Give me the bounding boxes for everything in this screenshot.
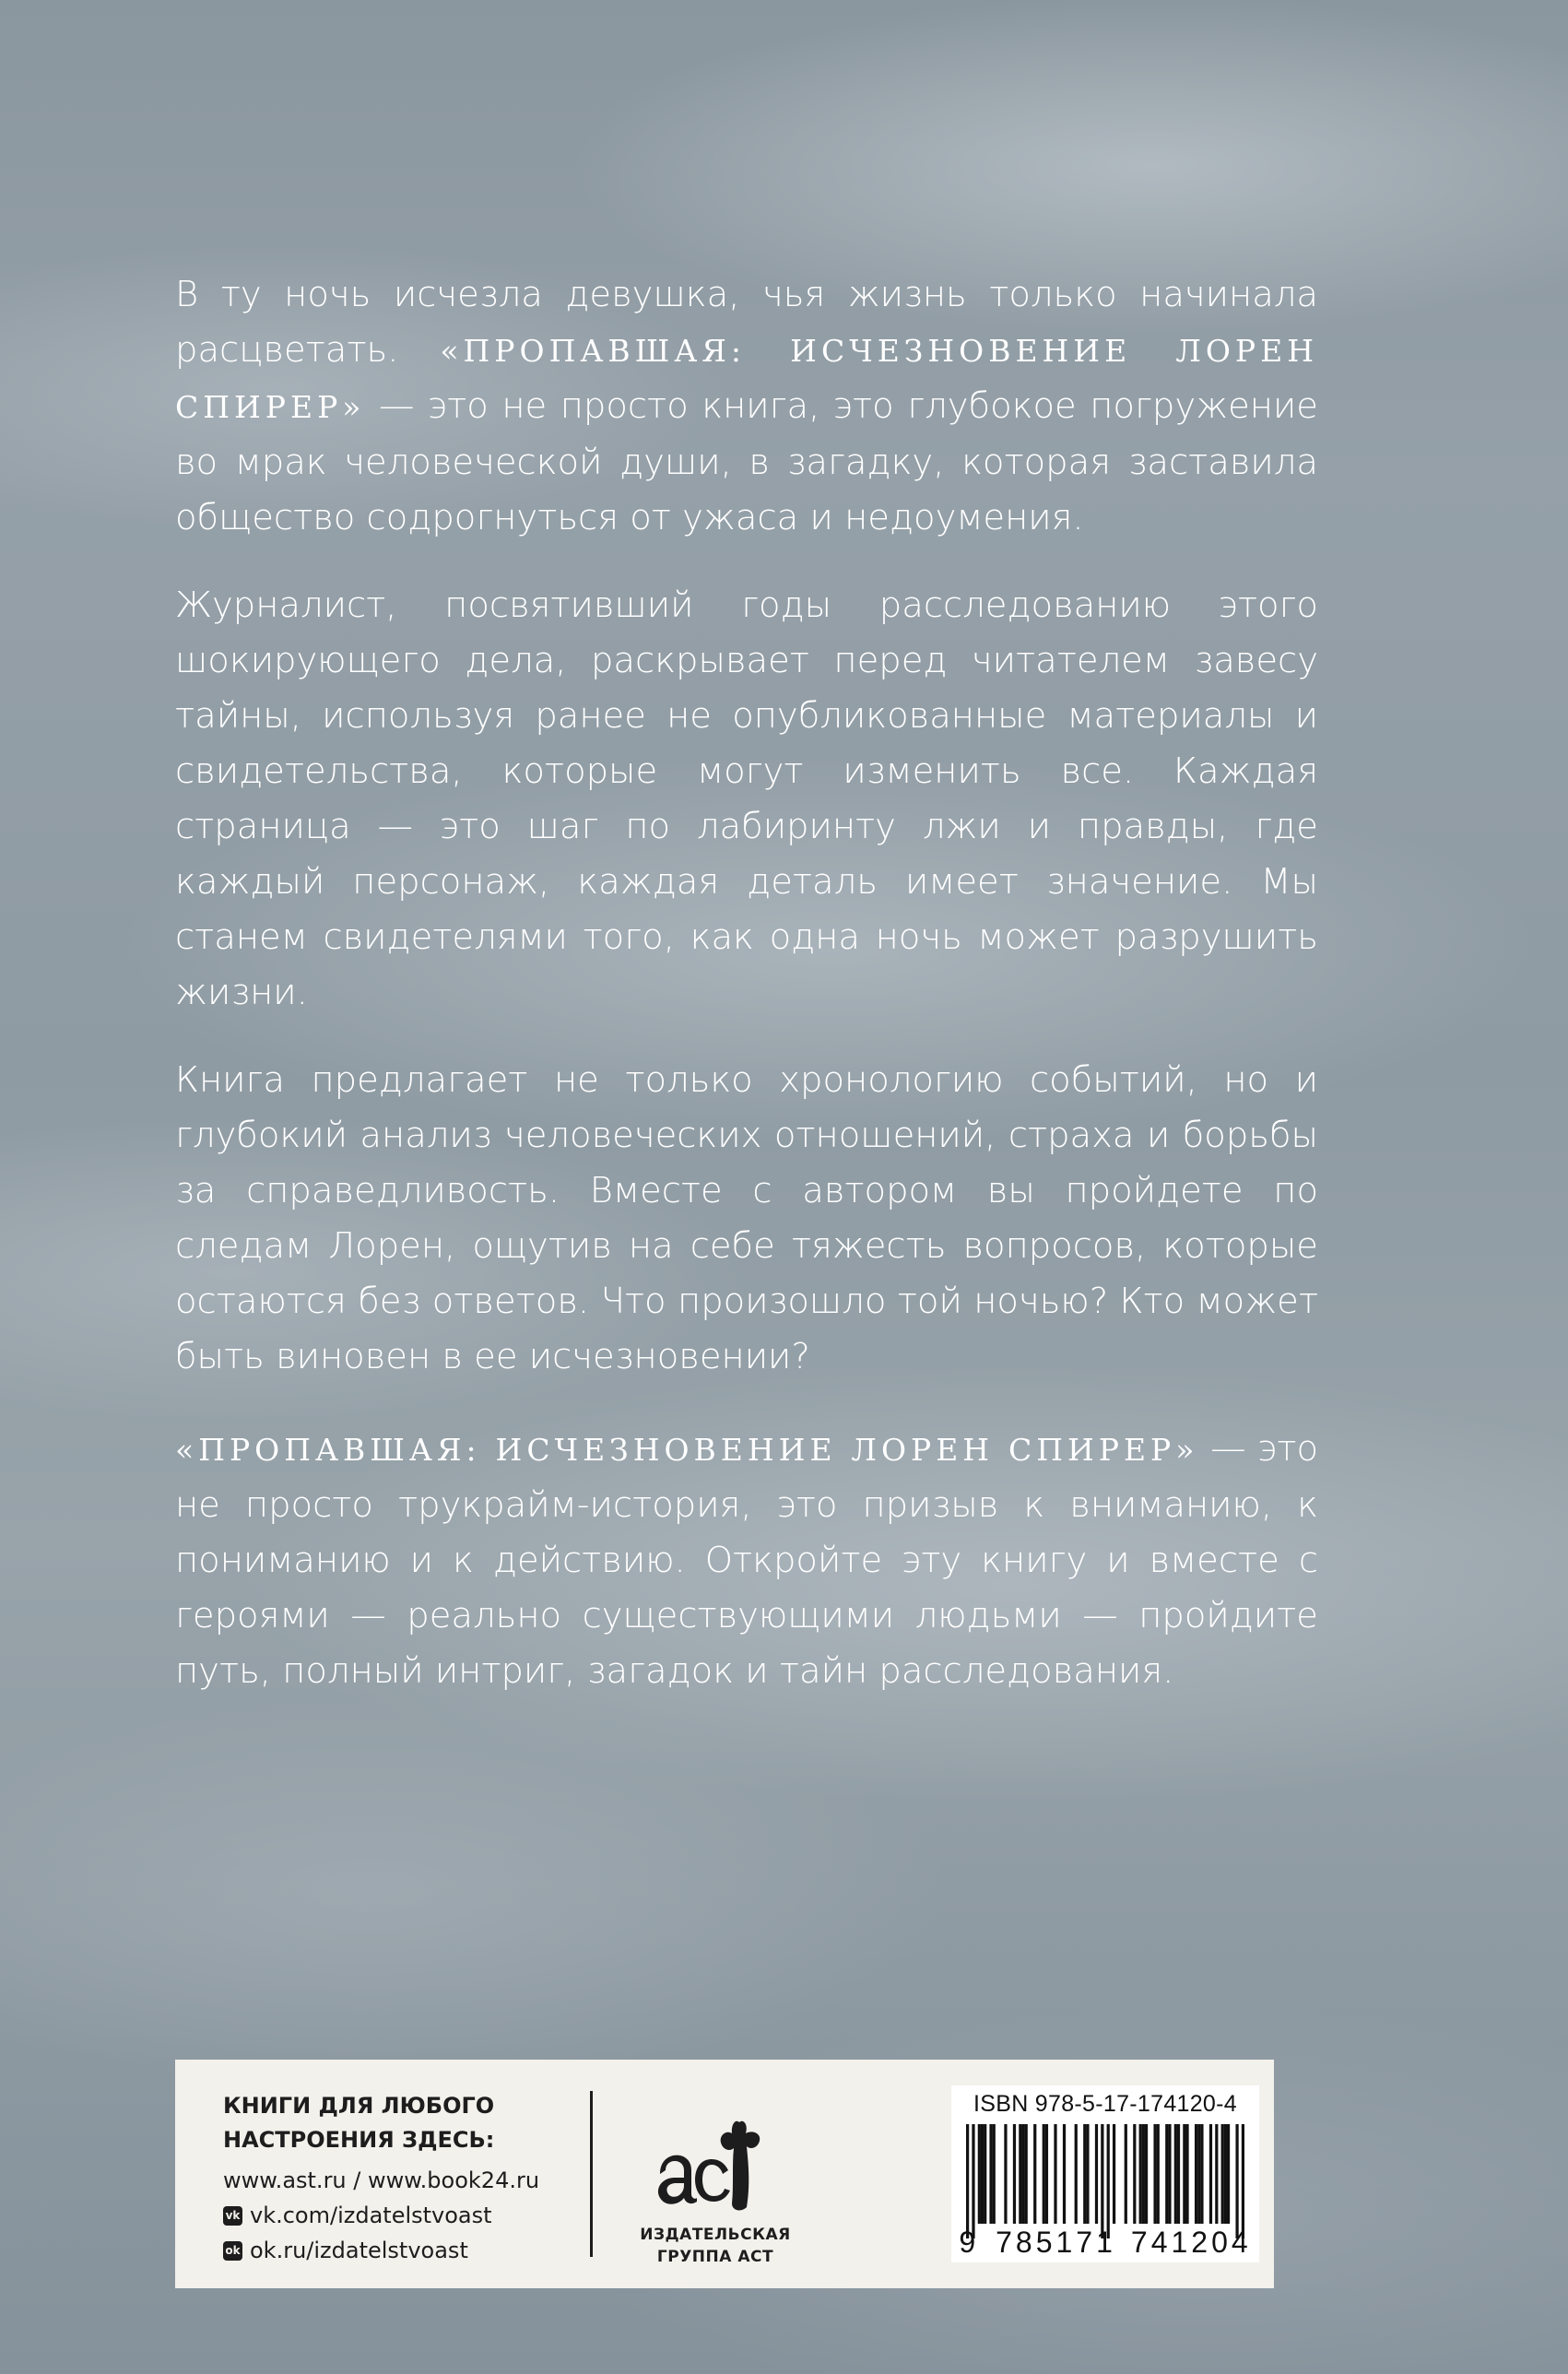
description-paragraph-1 (175, 267, 1318, 546)
barcode-bar (1142, 2124, 1145, 2224)
ean-digits (951, 2226, 1259, 2260)
barcode-bar (1063, 2124, 1066, 2224)
publisher-caption (623, 2224, 808, 2268)
isbn-barcode-box (951, 2085, 1259, 2262)
vk-icon: vk (223, 2206, 242, 2226)
publisher-caption-line-2: ГРУППА АСТ (656, 2248, 774, 2266)
book-title-mention-2: «ПРОПАВШАЯ: ИСЧЕЗНОВЕНИЕ ЛОРЕН СПИРЕР» (175, 1432, 1199, 1468)
contacts-headline-line-1: КНИГИ ДЛЯ ЛЮБОГО (223, 2093, 495, 2119)
ok-link[interactable] (223, 2233, 610, 2268)
publisher-logo (623, 2085, 808, 2270)
barcode-bar (1025, 2124, 1028, 2224)
barcode-bar (972, 2124, 974, 2238)
barcode-bar (1075, 2124, 1078, 2224)
publisher-caption-line-1: ИЗДАТЕЛЬСКАЯ (640, 2226, 791, 2244)
barcode-bar (1227, 2124, 1230, 2224)
barcode-bar (1221, 2124, 1224, 2224)
barcode-bar (1086, 2124, 1089, 2224)
barcode-bar (1013, 2124, 1016, 2224)
ean-right-group: 741204 (1130, 2226, 1252, 2259)
barcode-bar (984, 2124, 986, 2224)
barcode-bar (1021, 2124, 1024, 2224)
barcode-bar (1200, 2124, 1203, 2224)
barcode-bar (1004, 2124, 1007, 2224)
publisher-info-panel (175, 2060, 1274, 2288)
description-paragraph-3: Книга предлагает не только хронологию событий, но и глубокий анализ человеческих отношений, страха и борьбы за справедливость. Вместе с автором вы пройдете по следам Лорен, ощутив на себе тяжесть вопросов, которые остаются без ответов. Что произошло той ночью? Кто может быть виновен в ее исчезновении? (175, 1059, 1318, 1377)
barcode-bar (1083, 2124, 1086, 2224)
p4-rest: — это не просто трукрайм-история, это призыв к вниманию, к пониманию и к действию. Откройте эту книгу и вместе с героями — реально существующими людьми — пройдите путь, полный интриг, загадок и тайн расследования. (175, 1428, 1319, 1692)
barcode-bar (993, 2124, 996, 2224)
barcode-bar (1113, 2124, 1115, 2224)
barcode-bar (1177, 2124, 1180, 2224)
barcode-bar (1197, 2124, 1200, 2224)
p1-intro: В ту ночь исчезла девушка, чья жизнь только начинала расцветать. (175, 274, 1318, 371)
barcode-bar (1045, 2124, 1048, 2224)
barcode-bar (1215, 2124, 1218, 2224)
barcode-bar (1174, 2124, 1177, 2224)
barcode-bar (1183, 2124, 1185, 2224)
contacts-headline-line-2: НАСТРОЕНИЯ ЗДЕСЬ: (223, 2127, 495, 2153)
barcode-bar (1019, 2124, 1021, 2224)
book-title-mention-1: «ПРОПАВШАЯ: ИСЧЕЗНОВЕНИЕ ЛОРЕН СПИРЕР» (175, 333, 1318, 425)
barcode-bar (1224, 2124, 1227, 2224)
barcode-bar (981, 2124, 984, 2224)
isbn-number: ISBN 978-5-17-174120-4 (973, 2091, 1237, 2117)
ean-left-group: 785171 (996, 2226, 1116, 2259)
vk-link-text: vk.com/izdatelstvoast (250, 2203, 492, 2228)
ok-link-text: ok.ru/izdatelstvoast (250, 2238, 468, 2263)
barcode-bar (966, 2124, 969, 2238)
barcode-bar (989, 2124, 992, 2224)
p1-rest: — это не просто книга, это глубокое погружение во мрак человеческой души, в загадку, которая заставила общество содрогнуться от ужаса и недоумения. (175, 385, 1318, 538)
barcode-bar (1153, 2124, 1156, 2224)
publisher-contacts (223, 2089, 610, 2268)
barcode-bar (1139, 2124, 1142, 2224)
vk-link[interactable] (223, 2198, 610, 2233)
barcode-bar (1157, 2124, 1160, 2224)
barcode-bar (1101, 2124, 1103, 2238)
ean-first-digit: 9 (959, 2226, 980, 2259)
barcode-bar (1033, 2124, 1036, 2224)
barcode-bar (1043, 2124, 1045, 2224)
ast-logo-icon (623, 2085, 808, 2224)
description-paragraph-2: Журналист, посвятивший годы расследованию этого шокирующего дела, раскрывает перед читателем завесу тайны, используя ранее не опубликованные материалы и свидетельства, которые могут изменить все. Каждая страница — это шаг по лабиринту лжи и правды, где каждый персонаж, каждая деталь имеет значение. Мы станем свидетелями того, как одна ночь может разрушить жизни. (175, 585, 1318, 1013)
barcode-bar (1133, 2124, 1136, 2224)
barcode-bar (1145, 2124, 1148, 2224)
barcode-bar (1054, 2124, 1056, 2224)
barcode-bar (1235, 2124, 1238, 2238)
barcode-bar (1185, 2124, 1188, 2224)
panel-divider (590, 2091, 593, 2257)
barcode-bar (1125, 2124, 1127, 2224)
barcode-bar (1107, 2124, 1110, 2238)
barcode-bar (1209, 2124, 1212, 2224)
barcode-bar (1195, 2124, 1197, 2224)
barcode-bar (978, 2124, 981, 2224)
barcode-icon (966, 2124, 1244, 2238)
barcode-bar (1095, 2124, 1098, 2224)
description-paragraph-4 (175, 1422, 1318, 1699)
ok-icon: ok (223, 2241, 242, 2261)
websites-link[interactable]: www.ast.ru / www.book24.ru (223, 2167, 540, 2193)
barcode-bar (1242, 2124, 1244, 2238)
barcode-bar (1165, 2124, 1168, 2224)
barcode-bar (1168, 2124, 1171, 2224)
